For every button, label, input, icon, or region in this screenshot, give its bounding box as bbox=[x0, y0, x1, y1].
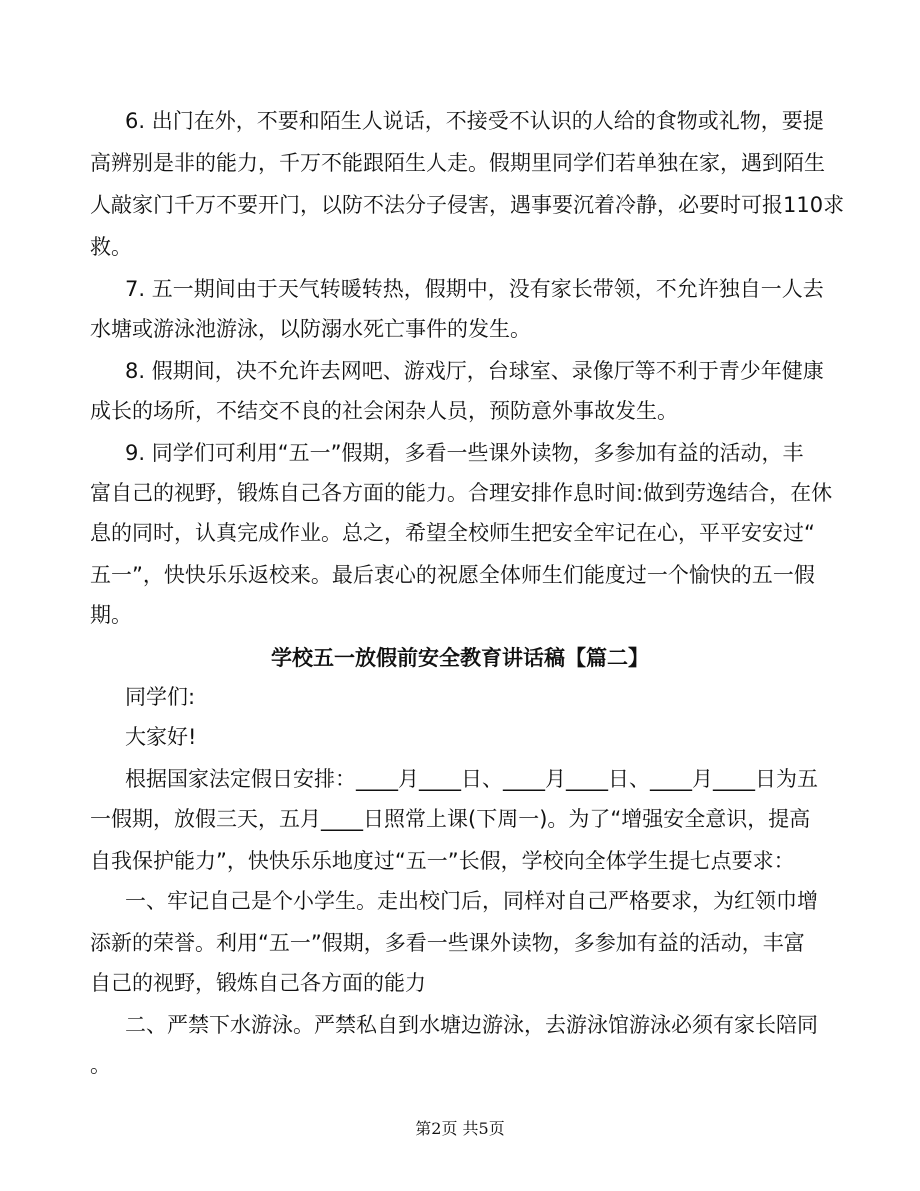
paragraph-line: 8. 假期间，决不允许去网吧、游戏厅，台球室、录像厅等不利于青少年健康 bbox=[125, 359, 824, 383]
paragraph-line: 五一”，快快乐乐返校来。最后衷心的祝愿全体师生们能度过一个愉快的五一假 bbox=[90, 563, 815, 587]
paragraph-line: 添新的荣誉。利用“五一”假期，多看一些课外读物，多参加有益的活动，丰富 bbox=[90, 931, 805, 955]
paragraph-line: 7. 五一期间由于天气转暖转热，假期中，没有家长带领，不允许独自一人去 bbox=[125, 277, 824, 301]
paragraph-line: 一、牢记自己是个小学生。走出校门后，同样对自己严格要求，为红领巾增 bbox=[125, 889, 818, 913]
paragraph-line: 成长的场所，不结交不良的社会闲杂人员，预防意外事故发生。 bbox=[90, 399, 678, 423]
salutation-line: 同学们: bbox=[125, 685, 196, 709]
paragraph-line: 富自己的视野，锻炼自己各方面的能力。合理安排作息时间:做到劳逸结合，在休 bbox=[90, 481, 833, 505]
page-number-footer: 第2页 共5页 bbox=[415, 1119, 505, 1138]
paragraph-line: 9. 同学们可利用“五一”假期，多看一些课外读物，多参加有益的活动，丰 bbox=[125, 441, 804, 465]
paragraph-line: 一假期，放假三天，五月____日照常上课(下周一)。为了“增强安全意识，提高 bbox=[90, 807, 811, 831]
paragraph-line: 人敲家门千万不要开门，以防不法分子侵害，遇事要沉着冷静，必要时可报110求 bbox=[90, 193, 845, 217]
paragraph-line: 自我保护能力”，快快乐乐地度过“五一”长假，学校向全体学生提七点要求： bbox=[90, 849, 795, 873]
greeting-line: 大家好! bbox=[125, 725, 197, 749]
paragraph-line: 6. 出门在外，不要和陌生人说话，不接受不认识的人给的食物或礼物，要提 bbox=[125, 109, 824, 133]
paragraph-line: 自己的视野，锻炼自己各方面的能力 bbox=[90, 971, 426, 995]
paragraph-line: 。 bbox=[90, 1053, 111, 1077]
paragraph-line: 二、严禁下水游泳。严禁私自到水塘边游泳，去游泳馆游泳必须有家长陪同 bbox=[125, 1013, 818, 1037]
paragraph-line: 息的同时，认真完成作业。总之，希望全校师生把安全牢记在心，平平安安过“ bbox=[90, 521, 815, 545]
paragraph-line: 根据国家法定假日安排：____月____日、____月____日、____月____日为五 bbox=[125, 767, 818, 791]
paragraph-line: 水塘或游泳池游泳，以防溺水死亡事件的发生。 bbox=[90, 317, 531, 341]
paragraph-line: 期。 bbox=[90, 603, 132, 627]
paragraph-line: 救。 bbox=[90, 235, 132, 259]
section-title: 学校五一放假前安全教育讲话稿【篇二】 bbox=[271, 646, 649, 670]
paragraph-line: 高辨别是非的能力，千万不能跟陌生人走。假期里同学们若单独在家，遇到陌生 bbox=[90, 151, 825, 175]
